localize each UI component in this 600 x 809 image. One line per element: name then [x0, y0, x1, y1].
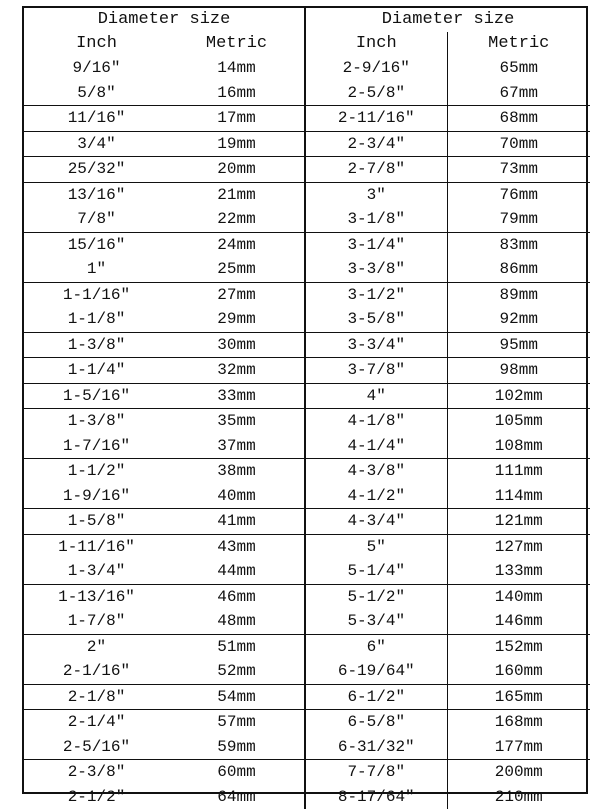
table-row [24, 182, 590, 207]
table-row [24, 131, 590, 157]
diameter-size-table [24, 8, 590, 809]
diameter-size-table-frame [22, 6, 588, 794]
right-inch-cell: 4″ [305, 383, 447, 409]
left-inch-cell: 3/4″ [24, 131, 169, 157]
left-inch-cell: 13/16″ [24, 182, 169, 207]
left-inch-cell: 1-1/4″ [24, 358, 169, 384]
right-metric-cell: 76mm [447, 182, 590, 207]
left-metric-cell: 41mm [169, 509, 305, 535]
left-metric-cell: 46mm [169, 584, 305, 609]
left-metric-cell: 37mm [169, 434, 305, 459]
right-metric-cell: 127mm [447, 534, 590, 559]
right-inch-header: Inch [305, 32, 447, 56]
right-metric-cell: 111mm [447, 459, 590, 484]
right-metric-cell: 65mm [447, 56, 590, 81]
left-inch-cell: 1-9/16″ [24, 484, 169, 509]
right-metric-cell: 108mm [447, 434, 590, 459]
left-metric-cell: 14mm [169, 56, 305, 81]
right-metric-cell: 210mm [447, 785, 590, 809]
right-metric-cell: 146mm [447, 609, 590, 634]
right-inch-cell: 4-1/2″ [305, 484, 447, 509]
right-metric-cell: 121mm [447, 509, 590, 535]
table-row [24, 710, 590, 735]
left-metric-cell: 20mm [169, 157, 305, 183]
left-inch-header: Inch [24, 32, 169, 56]
right-inch-cell: 8-17/64″ [305, 785, 447, 809]
right-metric-cell: 83mm [447, 232, 590, 257]
left-inch-cell: 1-3/4″ [24, 559, 169, 584]
table-row [24, 735, 590, 760]
right-inch-cell: 6-19/64″ [305, 659, 447, 684]
right-metric-cell: 92mm [447, 307, 590, 332]
left-metric-cell: 54mm [169, 684, 305, 710]
left-inch-cell: 1-1/16″ [24, 282, 169, 307]
table-row [24, 257, 590, 282]
left-metric-cell: 22mm [169, 207, 305, 232]
column-header-row [24, 32, 590, 56]
left-inch-cell: 1-3/8″ [24, 332, 169, 358]
right-metric-cell: 140mm [447, 584, 590, 609]
left-metric-cell: 57mm [169, 710, 305, 735]
right-inch-cell: 6-31/32″ [305, 735, 447, 760]
left-inch-cell: 2-1/16″ [24, 659, 169, 684]
right-metric-cell: 160mm [447, 659, 590, 684]
right-metric-cell: 73mm [447, 157, 590, 183]
left-metric-cell: 60mm [169, 760, 305, 785]
right-metric-cell: 114mm [447, 484, 590, 509]
right-inch-cell: 5-3/4″ [305, 609, 447, 634]
right-inch-cell: 6-1/2″ [305, 684, 447, 710]
right-inch-cell: 5-1/4″ [305, 559, 447, 584]
left-metric-cell: 17mm [169, 106, 305, 132]
right-metric-cell: 152mm [447, 634, 590, 659]
right-inch-cell: 2-5/8″ [305, 81, 447, 106]
left-inch-cell: 1-13/16″ [24, 584, 169, 609]
table-row [24, 434, 590, 459]
table-row [24, 409, 590, 434]
right-metric-cell: 165mm [447, 684, 590, 710]
right-group-header: Diameter size [305, 8, 590, 32]
right-metric-cell: 133mm [447, 559, 590, 584]
table-row [24, 584, 590, 609]
right-inch-cell: 3-1/8″ [305, 207, 447, 232]
table-row [24, 634, 590, 659]
right-inch-cell: 2-3/4″ [305, 131, 447, 157]
left-inch-cell: 2-5/16″ [24, 735, 169, 760]
left-inch-cell: 1-3/8″ [24, 409, 169, 434]
right-metric-cell: 86mm [447, 257, 590, 282]
left-inch-cell: 2-1/8″ [24, 684, 169, 710]
right-metric-cell: 70mm [447, 131, 590, 157]
left-metric-cell: 32mm [169, 358, 305, 384]
right-metric-cell: 68mm [447, 106, 590, 132]
left-metric-cell: 40mm [169, 484, 305, 509]
table-row [24, 106, 590, 132]
left-metric-cell: 25mm [169, 257, 305, 282]
right-inch-cell: 3-3/4″ [305, 332, 447, 358]
table-row [24, 484, 590, 509]
left-inch-cell: 11/16″ [24, 106, 169, 132]
left-inch-cell: 2-1/4″ [24, 710, 169, 735]
right-inch-cell: 3-1/2″ [305, 282, 447, 307]
left-metric-cell: 33mm [169, 383, 305, 409]
right-metric-cell: 200mm [447, 760, 590, 785]
left-metric-cell: 35mm [169, 409, 305, 434]
left-metric-cell: 30mm [169, 332, 305, 358]
left-metric-cell: 52mm [169, 659, 305, 684]
right-metric-cell: 79mm [447, 207, 590, 232]
left-inch-cell: 5/8″ [24, 81, 169, 106]
right-inch-cell: 6″ [305, 634, 447, 659]
right-inch-cell: 2-11/16″ [305, 106, 447, 132]
right-metric-cell: 89mm [447, 282, 590, 307]
table-row [24, 157, 590, 183]
left-metric-cell: 44mm [169, 559, 305, 584]
table-row [24, 358, 590, 384]
right-inch-cell: 3″ [305, 182, 447, 207]
right-inch-cell: 4-1/8″ [305, 409, 447, 434]
right-metric-header: Metric [447, 32, 590, 56]
left-inch-cell: 2″ [24, 634, 169, 659]
table-row [24, 207, 590, 232]
table-row [24, 684, 590, 710]
table-row [24, 282, 590, 307]
left-group-header: Diameter size [24, 8, 305, 32]
table-row [24, 459, 590, 484]
right-metric-cell: 95mm [447, 332, 590, 358]
left-metric-cell: 48mm [169, 609, 305, 634]
right-inch-cell: 3-5/8″ [305, 307, 447, 332]
left-metric-cell: 51mm [169, 634, 305, 659]
right-inch-cell: 3-3/8″ [305, 257, 447, 282]
table-row [24, 609, 590, 634]
table-body [24, 56, 590, 809]
table-row [24, 383, 590, 409]
left-inch-cell: 2-1/2″ [24, 785, 169, 809]
right-inch-cell: 6-5/8″ [305, 710, 447, 735]
right-metric-cell: 105mm [447, 409, 590, 434]
right-inch-cell: 2-7/8″ [305, 157, 447, 183]
left-metric-cell: 21mm [169, 182, 305, 207]
right-metric-cell: 102mm [447, 383, 590, 409]
left-inch-cell: 1-1/8″ [24, 307, 169, 332]
right-inch-cell: 3-7/8″ [305, 358, 447, 384]
left-inch-cell: 1-11/16″ [24, 534, 169, 559]
left-inch-cell: 2-3/8″ [24, 760, 169, 785]
table-row [24, 534, 590, 559]
table-row [24, 785, 590, 809]
right-metric-cell: 168mm [447, 710, 590, 735]
left-inch-cell: 1-1/2″ [24, 459, 169, 484]
left-inch-cell: 1-5/16″ [24, 383, 169, 409]
right-metric-cell: 177mm [447, 735, 590, 760]
left-metric-cell: 43mm [169, 534, 305, 559]
right-inch-cell: 5″ [305, 534, 447, 559]
right-metric-cell: 67mm [447, 81, 590, 106]
left-inch-cell: 15/16″ [24, 232, 169, 257]
table-row [24, 332, 590, 358]
right-inch-cell: 2-9/16″ [305, 56, 447, 81]
left-inch-cell: 1″ [24, 257, 169, 282]
left-metric-cell: 59mm [169, 735, 305, 760]
right-inch-cell: 4-3/8″ [305, 459, 447, 484]
table-row [24, 509, 590, 535]
left-metric-header: Metric [169, 32, 305, 56]
table-row [24, 232, 590, 257]
left-metric-cell: 38mm [169, 459, 305, 484]
table-row [24, 659, 590, 684]
left-inch-cell: 9/16″ [24, 56, 169, 81]
left-inch-cell: 1-5/8″ [24, 509, 169, 535]
table-row [24, 760, 590, 785]
left-metric-cell: 19mm [169, 131, 305, 157]
left-inch-cell: 7/8″ [24, 207, 169, 232]
table-row [24, 56, 590, 81]
table-row [24, 81, 590, 106]
right-inch-cell: 3-1/4″ [305, 232, 447, 257]
left-metric-cell: 24mm [169, 232, 305, 257]
group-header-row [24, 8, 590, 32]
left-metric-cell: 29mm [169, 307, 305, 332]
right-inch-cell: 5-1/2″ [305, 584, 447, 609]
left-inch-cell: 1-7/8″ [24, 609, 169, 634]
left-metric-cell: 64mm [169, 785, 305, 809]
left-inch-cell: 1-7/16″ [24, 434, 169, 459]
table-row [24, 307, 590, 332]
left-metric-cell: 27mm [169, 282, 305, 307]
right-inch-cell: 4-1/4″ [305, 434, 447, 459]
left-metric-cell: 16mm [169, 81, 305, 106]
left-inch-cell: 25/32″ [24, 157, 169, 183]
right-inch-cell: 7-7/8″ [305, 760, 447, 785]
table-row [24, 559, 590, 584]
right-metric-cell: 98mm [447, 358, 590, 384]
right-inch-cell: 4-3/4″ [305, 509, 447, 535]
